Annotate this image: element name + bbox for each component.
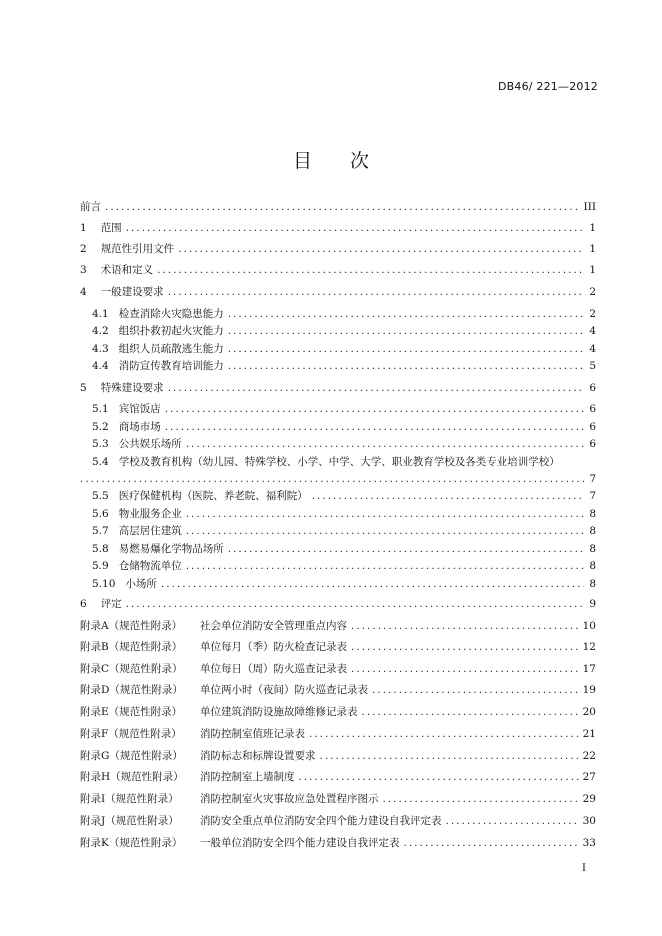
toc-dot-leader xyxy=(186,524,584,538)
toc-dot-leader xyxy=(446,814,579,828)
toc-entry-page: 4 xyxy=(589,343,596,355)
toc-entry-title: 评定 xyxy=(100,598,122,610)
toc-entry-title: 单位每日（周）防火巡查记录表 xyxy=(200,663,347,675)
toc-entry-title: 单位两小时（夜间）防火巡查记录表 xyxy=(200,684,368,696)
toc-entry[interactable] xyxy=(80,221,596,235)
toc-entry[interactable] xyxy=(92,342,596,356)
toc-dot-leader xyxy=(126,597,584,611)
toc-entry[interactable] xyxy=(80,662,596,676)
toc-dot-leader xyxy=(351,619,579,633)
toc-entry[interactable] xyxy=(80,770,596,784)
toc-entry-title: 高层居住建筑 xyxy=(118,525,182,537)
toc-entry-number: 5.6 xyxy=(92,508,109,520)
toc-dot-leader xyxy=(105,200,580,214)
toc-dot-leader xyxy=(351,640,579,654)
toc-entry-title: 宾馆饭店 xyxy=(118,403,161,415)
toc-entry-label xyxy=(92,307,224,321)
toc-entry[interactable] xyxy=(92,307,596,321)
toc-dot-leader xyxy=(320,749,579,763)
toc-entry-label xyxy=(92,437,182,451)
toc-entry-label xyxy=(80,597,122,611)
toc-entry-label xyxy=(80,749,316,763)
toc-entry-number: 附录F（规范性附录） xyxy=(80,728,182,740)
toc-entry-number: 附录G（规范性附录） xyxy=(80,750,183,762)
toc-entry-page: 1 xyxy=(589,264,596,276)
toc-entry-number: 5.10 xyxy=(92,578,116,590)
toc-dot-leader xyxy=(404,836,579,850)
toc-entry-page: 22 xyxy=(582,750,596,762)
toc-entry-number: 附录A（规范性附录） xyxy=(80,620,183,632)
toc-entry-continuation[interactable] xyxy=(80,472,596,486)
toc-entry-number: 附录D（规范性附录） xyxy=(80,684,183,696)
toc-entry[interactable] xyxy=(80,597,596,611)
toc-entry[interactable] xyxy=(92,359,596,373)
toc-dot-leader xyxy=(126,221,584,235)
toc-entry-number: 4.2 xyxy=(92,325,109,337)
toc-entry-title: 消防控制室上墙制度 xyxy=(200,771,295,783)
toc-entry-title: 小场所 xyxy=(125,578,157,590)
toc-entry-number: 2 xyxy=(80,243,87,255)
toc-entry-page: 27 xyxy=(582,771,596,783)
toc-dot-leader xyxy=(165,420,584,434)
toc-entry-number: 5.5 xyxy=(92,490,109,502)
toc-dot-leader xyxy=(161,577,584,591)
toc-entry[interactable] xyxy=(80,619,596,633)
toc-entry-label xyxy=(80,770,295,784)
toc-entry-page: 7 xyxy=(589,490,596,502)
toc-entry-title: 消防安全重点单位消防安全四个能力建设自我评定表 xyxy=(200,815,442,827)
toc-entry-title: 术语和定义 xyxy=(100,264,154,276)
toc-entry[interactable] xyxy=(92,420,596,434)
toc-entry-number: 5.7 xyxy=(92,525,109,537)
toc-entry[interactable] xyxy=(92,577,596,591)
toc-dot-leader xyxy=(351,662,579,676)
toc-entry[interactable] xyxy=(80,242,596,256)
toc-dot-leader xyxy=(372,683,579,697)
toc-entry-number: 3 xyxy=(80,264,87,276)
toc-entry-page: 6 xyxy=(589,421,596,433)
toc-entry-number: 4 xyxy=(80,286,87,298)
toc-dot-leader xyxy=(165,402,584,416)
toc-entry-number: 附录K（规范性附录） xyxy=(80,837,183,849)
toc-dot-leader xyxy=(228,359,584,373)
toc-entry-page: 8 xyxy=(589,543,596,555)
toc-entry-number: 5 xyxy=(80,382,87,394)
toc-entry-page: 6 xyxy=(589,438,596,450)
toc-entry[interactable] xyxy=(80,749,596,763)
toc-entry[interactable] xyxy=(80,792,596,806)
toc-entry-title: 社会单位消防安全管理重点内容 xyxy=(200,620,347,632)
toc-entry-label xyxy=(92,559,182,573)
toc-entry-label xyxy=(80,200,101,214)
toc-entry-label xyxy=(92,542,224,556)
toc-entry-title: 范围 xyxy=(100,222,122,234)
toc-entry-number: 附录I（规范性附录） xyxy=(80,793,179,805)
toc-entry-label xyxy=(92,455,560,469)
toc-dot-leader xyxy=(80,472,584,486)
toc-entry-title: 一般建设要求 xyxy=(100,286,164,298)
toc-entry-page: 17 xyxy=(582,663,596,675)
toc-entry[interactable] xyxy=(80,836,596,850)
toc-entry[interactable] xyxy=(80,200,596,214)
toc-entry-label xyxy=(80,221,122,235)
toc-entry-label xyxy=(92,402,161,416)
toc-entry-title: 消防控制室值班记录表 xyxy=(200,728,305,740)
toc-dot-leader xyxy=(186,507,584,521)
toc-entry-page: 29 xyxy=(582,793,596,805)
toc-entry[interactable] xyxy=(92,507,596,521)
toc-entry-page: 8 xyxy=(589,578,596,590)
toc-entry[interactable] xyxy=(80,263,596,277)
toc-entry-title: 商场市场 xyxy=(118,421,161,433)
toc-entry-number: 4.1 xyxy=(92,308,109,320)
toc-entry-page: 12 xyxy=(582,641,596,653)
toc-entry-label xyxy=(80,814,442,828)
toc-entry-title: 一般单位消防安全四个能力建设自我评定表 xyxy=(200,837,400,849)
toc-dot-leader xyxy=(157,263,584,277)
toc-dot-leader xyxy=(312,489,584,503)
toc-entry[interactable] xyxy=(80,640,596,654)
toc-entry-page: 8 xyxy=(589,508,596,520)
toc-entry-page: 8 xyxy=(589,560,596,572)
toc-entry-page: 8 xyxy=(589,525,596,537)
toc-entry-title: 消防标志和标牌设置要求 xyxy=(200,750,316,762)
toc-entry-number: 5.1 xyxy=(92,403,109,415)
toc-entry-label xyxy=(80,381,164,395)
toc-entry-number: 4.4 xyxy=(92,360,109,372)
toc-dot-leader xyxy=(362,705,579,719)
toc-entry-number: 1 xyxy=(80,222,87,234)
toc-dot-leader xyxy=(168,381,584,395)
toc-entry-label xyxy=(92,324,224,338)
toc-entry-page: 5 xyxy=(589,360,596,372)
toc-entry-title: 物业服务企业 xyxy=(118,508,182,520)
toc-entry-number: 5.4 xyxy=(92,456,109,468)
toc-entry-number: 4.3 xyxy=(92,343,109,355)
toc-entry-label xyxy=(80,242,174,256)
toc-entry[interactable] xyxy=(92,489,596,503)
toc-entry[interactable] xyxy=(92,402,596,416)
toc-entry-label xyxy=(80,705,358,719)
page-title: 目次 xyxy=(292,150,407,172)
toc-entry[interactable] xyxy=(80,683,596,697)
toc-entry-label xyxy=(80,619,347,633)
document-code: DB46/ 221—2012 xyxy=(497,80,598,93)
toc-dot-leader xyxy=(228,542,584,556)
toc-entry-label xyxy=(80,640,347,654)
toc-entry-title: 规范性引用文件 xyxy=(100,243,175,255)
toc-dot-leader xyxy=(228,324,584,338)
toc-dot-leader xyxy=(168,285,584,299)
toc-entry-title: 公共娱乐场所 xyxy=(118,438,182,450)
toc-entry-title: 单位每月（季）防火检查记录表 xyxy=(200,641,347,653)
toc-entry[interactable] xyxy=(92,542,596,556)
toc-entry-title: 单位建筑消防设施故障维修记录表 xyxy=(200,706,358,718)
toc-entry-title: 组织扑救初起火灾能力 xyxy=(118,325,224,337)
toc-entry-page: 9 xyxy=(589,598,596,610)
toc-entry-number: 附录B（规范性附录） xyxy=(80,641,183,653)
toc-entry-title: 特殊建设要求 xyxy=(100,382,164,394)
toc-dot-leader xyxy=(299,770,579,784)
toc-entry-number: 附录E（规范性附录） xyxy=(80,706,183,718)
toc-dot-leader xyxy=(383,792,579,806)
toc-entry-title: 检查消除火灾隐患能力 xyxy=(118,308,224,320)
toc-entry-label xyxy=(80,285,164,299)
toc-entry-label xyxy=(80,683,368,697)
toc-entry-number: 5.9 xyxy=(92,560,109,572)
toc-entry-page: 2 xyxy=(589,308,596,320)
toc-entry-title: 仓储物流单位 xyxy=(118,560,182,572)
toc-entry[interactable] xyxy=(80,727,596,741)
toc-entry-label xyxy=(92,577,157,591)
toc-entry-page: 30 xyxy=(582,815,596,827)
toc-entry-page: 20 xyxy=(582,706,596,718)
toc-entry-label xyxy=(80,836,400,850)
toc-entry-label xyxy=(92,359,224,373)
toc-entry-number: 5.8 xyxy=(92,543,109,555)
toc-entry-number: 6 xyxy=(80,598,87,610)
toc-entry[interactable] xyxy=(80,814,596,828)
toc-entry-page: 4 xyxy=(589,325,596,337)
toc-entry-page: 10 xyxy=(582,620,596,632)
toc-entry[interactable] xyxy=(92,437,596,451)
toc-dot-leader xyxy=(309,727,579,741)
toc-entry-page: III xyxy=(583,201,596,213)
toc-entry-label xyxy=(80,792,379,806)
toc-entry-label xyxy=(80,263,153,277)
toc-entry-page: 21 xyxy=(582,728,596,740)
toc-dot-leader xyxy=(228,307,584,321)
toc-entry-number: 5.3 xyxy=(92,438,109,450)
toc-entry-label xyxy=(80,662,347,676)
toc-entry-number: 5.2 xyxy=(92,421,109,433)
toc-entry-label xyxy=(80,727,305,741)
toc-entry-number: 附录C（规范性附录） xyxy=(80,663,183,675)
toc-entry-page: 2 xyxy=(589,286,596,298)
toc-entry-label xyxy=(92,489,308,503)
toc-entry-label xyxy=(92,507,182,521)
toc-entry[interactable] xyxy=(92,559,596,573)
toc-entry-page: 7 xyxy=(589,473,596,485)
toc-entry-title: 消防控制室火灾事故应急处置程序图示 xyxy=(200,793,379,805)
toc-entry-number: 附录J（规范性附录） xyxy=(80,815,179,827)
toc-entry-label xyxy=(92,420,161,434)
toc-entry-title: 医疗保健机构（医院、养老院、福利院） xyxy=(118,490,308,502)
toc-dot-leader xyxy=(228,342,584,356)
toc-entry[interactable] xyxy=(92,455,596,469)
toc-entry[interactable] xyxy=(80,705,596,719)
toc-entry-label xyxy=(92,524,182,538)
toc-entry-title: 前言 xyxy=(80,201,101,213)
toc-entry[interactable] xyxy=(80,285,596,299)
toc-entry-page: 1 xyxy=(589,243,596,255)
toc-entry-page: 1 xyxy=(589,222,596,234)
toc-entry[interactable] xyxy=(80,381,596,395)
toc-entry-page: 33 xyxy=(582,837,596,849)
toc-entry-title: 易燃易爆化学物品场所 xyxy=(118,543,224,555)
toc-entry-number: 附录H（规范性附录） xyxy=(80,771,184,783)
toc-entry-title: 消防宣传教育培训能力 xyxy=(118,360,224,372)
page-number: I xyxy=(582,863,586,874)
toc-entry-label xyxy=(92,342,224,356)
toc-dot-leader xyxy=(186,437,584,451)
toc-entry-title: 学校及教育机构（幼儿园、特殊学校、小学、中学、大学、职业教育学校及各类专业培训学校） xyxy=(118,456,560,468)
toc-entry-title: 组织人员疏散逃生能力 xyxy=(118,343,224,355)
toc-dot-leader xyxy=(178,242,584,256)
toc-entry-page: 6 xyxy=(589,403,596,415)
toc-dot-leader xyxy=(186,559,584,573)
toc-entry-page: 19 xyxy=(582,684,596,696)
toc-entry[interactable] xyxy=(92,524,596,538)
toc-entry[interactable] xyxy=(92,324,596,338)
toc-entry-page: 6 xyxy=(589,382,596,394)
